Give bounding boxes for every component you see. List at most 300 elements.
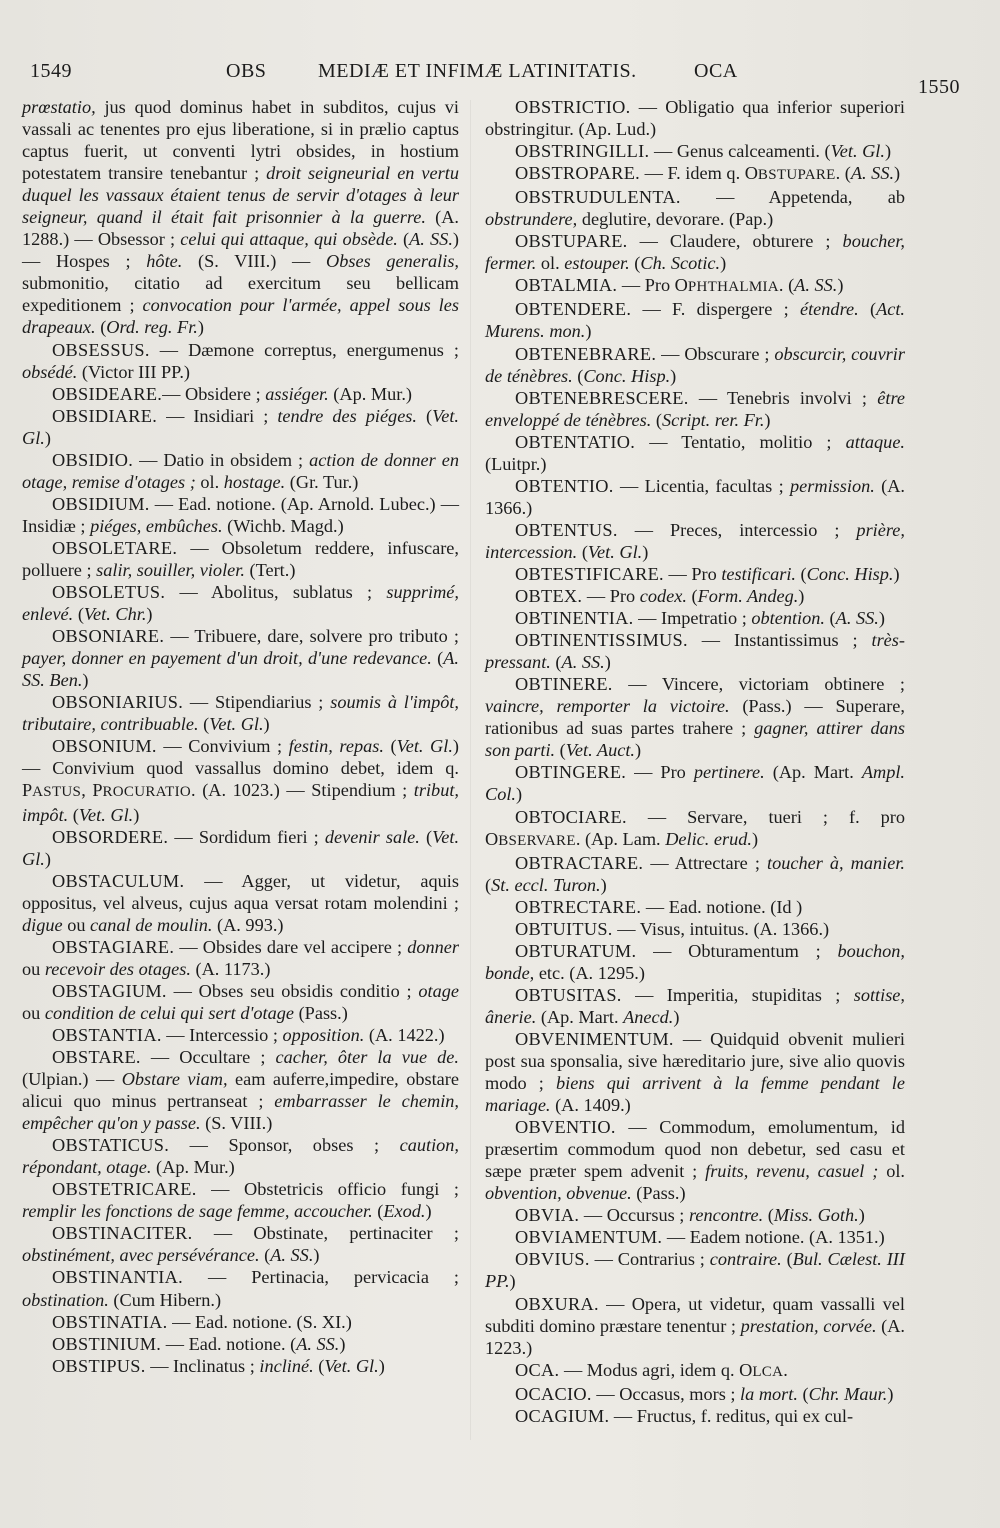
entry-gloss-italic: gagner, attirer dans son parti. xyxy=(485,718,905,761)
dictionary-entry xyxy=(485,1248,905,1292)
entry-text: ROCURATIO xyxy=(102,784,192,801)
entry-headword: OBSTINIUM. xyxy=(52,1333,162,1354)
entry-headword: OBSOLETUS. xyxy=(52,582,166,603)
entry-gloss-italic: obsédé. xyxy=(22,361,78,382)
entry-text: etc. (A. 1295.) xyxy=(534,962,645,983)
entry-text: ) — Convivium quod vassallus domino debet, idem q. P xyxy=(22,736,460,801)
entry-text: (Pass.) xyxy=(631,1183,686,1204)
entry-gloss-italic: A. SS. xyxy=(561,652,605,673)
entry-text: — Obsoletum reddere, infuscare, polluere ; xyxy=(22,537,459,580)
dictionary-entry xyxy=(485,186,905,230)
entry-gloss-italic: hostage. xyxy=(223,471,286,492)
dictionary-entry xyxy=(485,673,905,761)
entry-text: — Datio in obsidem ; xyxy=(133,449,310,470)
entry-text: — Sordidum fieri ; xyxy=(168,826,325,847)
entry-gloss-italic: Miss. Goth. xyxy=(773,1205,859,1226)
entry-gloss-italic: cacher, ôter la vue de. xyxy=(275,1047,459,1068)
entry-headword: OBTENEBRESCERE. xyxy=(515,387,689,408)
entry-text: PHTHALMIA xyxy=(687,279,779,296)
entry-headword: OBSONIARE. xyxy=(52,626,165,647)
entry-text: (A. 1223.) xyxy=(485,1315,905,1358)
entry-text: (A. 1173.) xyxy=(190,958,271,979)
entry-headword: OBVENIMENTUM. xyxy=(515,1028,674,1049)
entry-gloss-italic: Vet. Gl. xyxy=(396,736,453,757)
dictionary-entry xyxy=(485,1116,905,1204)
entry-gloss-italic: fruits, revenu, casuel ; xyxy=(705,1161,879,1182)
entry-gloss-italic: A. SS. xyxy=(835,608,879,629)
entry-text: — F. idem q. O xyxy=(640,163,758,184)
entry-text: — Genus calceamenti. ( xyxy=(649,141,831,162)
dictionary-entry xyxy=(22,826,459,870)
dictionary-entry xyxy=(485,806,905,852)
entry-text: — Tentatio, molitio ; xyxy=(635,431,846,452)
entry-text: — Commodum, emolumentum, id præsertim commodum quod non debetur, sed casu et sæpe præter spem advenit ; xyxy=(485,1117,905,1182)
entry-gloss-italic: hôte. xyxy=(146,251,183,272)
entry-text: — Ead. notione. (S. XI.) xyxy=(167,1311,352,1332)
entry-text: — Pro O xyxy=(617,275,688,296)
entry-gloss-italic: opposition. xyxy=(282,1024,365,1045)
entry-gloss-italic: tendre des piéges. xyxy=(277,405,417,426)
entry-text: — Ead. notione. (Id ) xyxy=(641,896,803,917)
entry-text: ( xyxy=(313,1355,325,1376)
entry-headword: OBSTRINGILLI. xyxy=(515,141,650,162)
dictionary-entry xyxy=(485,230,905,274)
entry-text: — Agger, ut videtur, aquis oppositus, vel alveus, cujus aqua versat rotam molendini ; xyxy=(22,870,459,913)
entry-text: ) xyxy=(798,586,805,607)
entry-headword: OBSTATICUS. xyxy=(52,1135,170,1156)
entry-text: (Ulpian.) — xyxy=(22,1069,122,1090)
entry-gloss-italic: embarrasser le chemin, empêcher qu'on y passe. xyxy=(22,1091,459,1134)
entry-headword: OBVIA. xyxy=(515,1205,580,1226)
entry-text: ( xyxy=(797,1383,809,1404)
entry-gloss-italic: A. SS. xyxy=(794,275,838,296)
dictionary-entry xyxy=(485,1226,905,1248)
dictionary-entry xyxy=(22,96,459,339)
entry-gloss-italic: celui qui attaque, qui obsède. xyxy=(180,229,398,250)
dictionary-entry xyxy=(485,940,905,984)
dictionary-entry xyxy=(485,162,905,186)
entry-gloss-italic: A. SS. xyxy=(409,229,453,250)
entry-gloss-italic: supprimé, enlevé. xyxy=(22,582,459,625)
entry-text: ) xyxy=(425,1201,432,1222)
entry-text: ) xyxy=(837,275,844,296)
entry-text: ) xyxy=(893,563,900,584)
entry-text: ( xyxy=(795,563,807,584)
entry-headword: OBSONIUM. xyxy=(52,736,157,757)
entry-headword: OBSOLETARE. xyxy=(52,537,178,558)
entry-gloss-italic: bouchon, bonde, xyxy=(485,940,905,983)
dictionary-entry xyxy=(485,563,905,585)
entry-gloss-italic: digue xyxy=(22,914,63,935)
entry-text: — Imperitia, stupiditas ; xyxy=(621,984,854,1005)
entry-text: ( xyxy=(550,652,562,673)
entry-text: ( xyxy=(383,736,397,757)
dictionary-entry xyxy=(485,140,905,162)
entry-headword: OBTUSITAS. xyxy=(515,984,622,1005)
entry-gloss-italic: otage xyxy=(418,980,459,1001)
entry-text: ) xyxy=(263,714,270,735)
dictionary-entry xyxy=(485,607,905,629)
entry-headword: OBSORDERE. xyxy=(52,826,169,847)
entry-text: ) xyxy=(339,1333,346,1354)
entry-headword: OBTUITUS. xyxy=(515,918,613,939)
entry-text: — Pro xyxy=(626,762,694,783)
running-header xyxy=(30,60,960,96)
entry-gloss-italic: A. SS. xyxy=(850,163,895,184)
entry-gloss-italic: Ampl. Col. xyxy=(485,762,905,805)
entry-gloss-italic: Vet. Gl. xyxy=(324,1355,379,1376)
entry-text: . ( xyxy=(835,163,851,184)
entry-gloss-italic: Vet. Gl. xyxy=(22,405,459,448)
dictionary-entry xyxy=(485,96,905,140)
entry-gloss-italic: obvention, obvenue. xyxy=(485,1183,632,1204)
entry-text: (Wichb. Magd.) xyxy=(222,515,344,536)
entry-text: ( xyxy=(485,874,492,895)
entry-text: — Obturamentum ; xyxy=(636,940,838,961)
entry-gloss-italic: piéges, embûches. xyxy=(90,515,223,536)
entry-gloss-italic: Vet. Gl. xyxy=(209,714,264,735)
dictionary-entry xyxy=(485,431,905,475)
entry-text: (Pass.) xyxy=(294,1002,348,1023)
entry-text: — Obligatio qua inferior superiori obstringitur. (Ap. Lud.) xyxy=(485,97,905,140)
entry-text: ) xyxy=(378,1355,385,1376)
entry-text: ( xyxy=(68,804,79,825)
entry-headword: OBTINERE. xyxy=(515,674,613,695)
entry-text: submonitio, citatio ad exercitum seu bellicam expeditionem ; xyxy=(22,273,459,316)
entry-gloss-italic: Ch. Scotic. xyxy=(640,253,721,274)
entry-text: ) xyxy=(642,541,649,562)
entry-text: (Luitpr.) xyxy=(485,453,547,474)
entry-gloss-italic: obtention. xyxy=(751,608,825,629)
entry-gloss-italic: prœstatio, xyxy=(22,97,96,117)
entry-gloss-italic: Conc. Hisp. xyxy=(583,365,671,386)
dictionary-entry xyxy=(22,1355,459,1377)
entry-text: . xyxy=(783,1359,788,1380)
entry-gloss-italic: caution, répondant, otage. xyxy=(22,1135,459,1178)
entry-text: LCA xyxy=(752,1363,784,1380)
entry-text: — Obstinate, pertinaciter ; xyxy=(192,1223,459,1244)
entry-text: — Obstetricis officio fungi ; xyxy=(196,1179,459,1200)
entry-headword: OBSTARE. xyxy=(52,1047,141,1068)
entry-headword: OBTOCIARE. xyxy=(515,806,627,827)
entry-gloss-italic: payer, donner en payement d'un droit, d'une redevance. xyxy=(22,648,432,669)
entry-headword: OBSTINANTIA. xyxy=(52,1267,184,1288)
entry-headword: OBTENDERE. xyxy=(515,299,632,320)
entry-gloss-italic: Vet. Gl. xyxy=(78,804,134,825)
dictionary-entry xyxy=(485,519,905,563)
entry-headword: OBSONIARIUS. xyxy=(52,692,184,713)
entry-gloss-italic: étendre. xyxy=(799,299,859,320)
entry-text: ( xyxy=(431,648,444,669)
dictionary-entry xyxy=(485,274,905,298)
entry-gloss-italic: estouper. xyxy=(564,253,630,274)
dictionary-entry xyxy=(22,1311,459,1333)
entry-gloss-italic: toucher à, manier. xyxy=(766,852,905,873)
entry-text: ( xyxy=(763,1205,774,1226)
dictionary-entry xyxy=(485,852,905,896)
entry-text: ( xyxy=(686,586,698,607)
entry-text: ( xyxy=(417,405,433,426)
entry-gloss-italic: Form. Andeg. xyxy=(697,586,799,607)
entry-text: ou xyxy=(22,1002,45,1023)
dictionary-entry xyxy=(485,387,905,431)
entry-headword: OBTEX. xyxy=(515,586,583,607)
entry-text: — Ead. notione. (Ap. Arnold. Lubec.) — Insidiæ ; xyxy=(22,493,459,536)
entry-text: — Obsides dare vel accipere ; xyxy=(174,936,408,957)
dictionary-entry xyxy=(22,1178,459,1222)
entry-gloss-italic: attaque. xyxy=(845,431,905,452)
entry-text: ) xyxy=(634,740,642,761)
entry-gloss-italic: Vet. Auct. xyxy=(565,740,635,761)
entry-gloss-italic: Bul. Cælest. III PP. xyxy=(485,1249,905,1292)
entry-gloss-italic: canal de moulin. xyxy=(90,914,213,935)
entry-text: — Pertinacia, pervicacia ; xyxy=(183,1267,459,1288)
entry-gloss-italic: Delic. erud. xyxy=(665,828,752,849)
entry-text: — Contrarius ; xyxy=(589,1249,710,1270)
entry-text: deglutire, devorare. (Pap.) xyxy=(577,209,774,230)
left-guide-word: OBS xyxy=(226,60,267,82)
entry-text: ) xyxy=(752,828,759,849)
entry-text: (Pass.) — Superare, rationibus ad suas partes trahere ; xyxy=(485,696,905,739)
entry-headword: OBSIDIO. xyxy=(52,449,134,470)
entry-gloss-italic: A. SS. Ben. xyxy=(22,648,459,691)
entry-text: (Tert.) xyxy=(244,559,296,580)
dictionary-entry xyxy=(22,1222,459,1266)
entry-text: — Occasus, mors ; xyxy=(591,1383,741,1404)
entry-gloss-italic: très-pressant. xyxy=(485,630,905,673)
entry-text: (A. 1288.) — Obsessor ; xyxy=(22,207,459,250)
entry-headword: OBTINENTIA. xyxy=(515,608,634,629)
entry-text: ( xyxy=(419,826,433,847)
entry-text: — Licentia, facultas ; xyxy=(613,475,790,496)
entry-text: — Impetratio ; xyxy=(633,608,752,629)
entry-gloss-italic: vaincre, remporter la victoire. xyxy=(485,696,730,717)
entry-headword: OBSTINATIA. xyxy=(52,1311,168,1332)
entry-text: ) xyxy=(673,1006,680,1027)
entry-text: ) xyxy=(670,365,677,386)
dictionary-entry xyxy=(22,625,459,691)
entry-text: ( xyxy=(781,1249,793,1270)
entry-text: — Appetenda, ab xyxy=(680,187,905,208)
entry-headword: OBTENEBRARE. xyxy=(515,343,657,364)
entry-text: ) xyxy=(585,321,592,342)
entry-headword: OBTINGERE. xyxy=(515,762,627,783)
entry-gloss-italic: Script. rer. Fr. xyxy=(662,409,765,430)
dictionary-entry xyxy=(22,936,459,980)
entry-text: ) xyxy=(515,784,523,805)
entry-headword: OBSTRUDULENTA. xyxy=(515,187,681,208)
entry-text: — Insidiari ; xyxy=(157,405,278,426)
entry-text: (Ap. Mart. xyxy=(536,1006,624,1027)
entry-text: — Inclinatus ; xyxy=(145,1355,260,1376)
entry-headword: OBXURA. xyxy=(515,1293,599,1314)
entry-headword: OBSTIPUS. xyxy=(52,1355,146,1376)
entry-headword: OBVENTIO. xyxy=(515,1117,616,1138)
left-page-number: 1549 xyxy=(30,60,72,82)
entry-text: ol. xyxy=(878,1161,905,1182)
entry-text: ( xyxy=(572,365,584,386)
entry-headword: OBSTUPARE. xyxy=(515,231,628,252)
entry-text: ) xyxy=(887,1383,894,1404)
entry-gloss-italic: convocation pour l'armée, appel sous les drapeaux. xyxy=(22,295,459,338)
dictionary-entry xyxy=(22,537,459,581)
entry-text: ) xyxy=(878,608,885,629)
entry-headword: OBSIDEARE. xyxy=(52,383,163,404)
dictionary-entry xyxy=(485,1359,905,1383)
entry-text: — Abolitus, sublatus ; xyxy=(165,582,387,603)
entry-text: — Quidquid obvenit mulieri post sua sponsalia, sive hæreditario jure, sive alio quovis modo ; xyxy=(485,1028,905,1094)
entry-text: . (A. 1023.) — Stipendium ; xyxy=(191,780,414,801)
entry-headword: OBTALMIA. xyxy=(515,275,618,296)
entry-text: — Pro xyxy=(582,586,640,607)
entry-gloss-italic: pertinere. xyxy=(693,762,765,783)
entry-headword: OBTRECTARE. xyxy=(515,896,642,917)
entry-gloss-italic: remplir les fonctions de sage femme, accoucher. xyxy=(22,1201,373,1222)
entry-gloss-italic: tribut, impôt. xyxy=(22,780,459,825)
entry-text: ol. xyxy=(195,471,224,492)
entry-text: ) — Hospes ; xyxy=(22,229,459,272)
entry-headword: OBTRACTARE. xyxy=(515,852,644,873)
entry-text: ) xyxy=(146,604,153,625)
entry-gloss-italic: soumis à l'impôt, tributaire, contribuable. xyxy=(22,692,459,735)
entry-gloss-italic: Anecd. xyxy=(623,1006,674,1027)
entry-gloss-italic: testificari. xyxy=(721,563,796,584)
entry-text: ) xyxy=(720,253,727,274)
dictionary-entry xyxy=(485,1028,905,1116)
entry-gloss-italic: boucher, fermer. xyxy=(485,231,905,274)
dictionary-entry xyxy=(485,918,905,940)
entry-text: . ( xyxy=(778,275,795,296)
dictionary-entry xyxy=(485,1293,905,1359)
entry-text: ) xyxy=(600,874,607,895)
entry-headword: OBSTROPARE. xyxy=(515,163,641,184)
entry-gloss-italic: permission. xyxy=(790,475,875,496)
entry-gloss-italic: A. SS. xyxy=(296,1333,340,1354)
entry-text: ( xyxy=(555,740,566,761)
entry-text: ( xyxy=(259,1245,271,1266)
entry-gloss-italic: condition de celui qui sert d'otage xyxy=(44,1002,294,1023)
left-column xyxy=(22,96,459,1377)
entry-text: eam auferre,impedire, obstare alicui quo minus pertranseat ; xyxy=(22,1069,459,1112)
entry-text: ) xyxy=(884,141,892,162)
entry-text: ) xyxy=(44,427,51,448)
entry-headword: OBSTINACITER. xyxy=(52,1223,193,1244)
entry-text: ( xyxy=(651,409,662,430)
entry-headword: OBTURATUM. xyxy=(515,940,637,961)
dictionary-entry xyxy=(22,1024,459,1046)
entry-text: ( xyxy=(95,317,107,338)
entry-text: ( xyxy=(629,253,641,274)
entry-text: ) xyxy=(764,409,771,430)
dictionary-entry xyxy=(485,629,905,673)
dictionary-entry xyxy=(22,339,459,383)
entry-gloss-italic: St. eccl. Turon. xyxy=(491,874,601,895)
entry-gloss-italic: incliné. xyxy=(259,1355,314,1376)
entry-gloss-italic: Vet. Gl. xyxy=(830,141,885,162)
entry-text: — Occultare ; xyxy=(140,1047,276,1068)
dictionary-entry xyxy=(22,980,459,1024)
entry-text: . (Ap. Lam. xyxy=(575,828,666,849)
entry-gloss-italic: donner xyxy=(407,936,459,957)
entry-gloss-italic: sottise, ânerie. xyxy=(485,984,905,1027)
entry-text: — Tribuere, dare, solvere pro tributo ; xyxy=(164,626,459,647)
entry-headword: OBSIDIARE. xyxy=(52,405,158,426)
entry-text: — Fructus, f. reditus, qui ex cul- xyxy=(609,1405,854,1426)
entry-text: (A. 993.) xyxy=(212,914,284,935)
dictionary-entry xyxy=(22,383,459,405)
dictionary-entry xyxy=(22,581,459,625)
entry-text: — Opera, ut videtur, quam vassalli vel subditi domino præstare tenentur ; xyxy=(485,1293,905,1336)
entry-gloss-italic: obscurcir, couvrir de ténèbres. xyxy=(485,343,905,386)
entry-text: ASTUS xyxy=(32,784,82,801)
entry-headword: OBSESSUS. xyxy=(52,339,150,360)
entry-text: , P xyxy=(81,780,103,801)
entry-text: (Ap. Mur.) xyxy=(151,1157,235,1178)
entry-text: — Occursus ; xyxy=(579,1205,689,1226)
dictionary-entry xyxy=(22,1134,459,1178)
dictionary-entry xyxy=(485,1383,905,1405)
entry-text: ) xyxy=(509,1271,516,1292)
entry-text: — F. dispergere ; xyxy=(631,299,800,320)
right-page-number: 1550 xyxy=(918,76,960,98)
entry-text: — Ead. notione. ( xyxy=(161,1333,297,1354)
dictionary-entry xyxy=(22,735,459,825)
right-column xyxy=(485,96,905,1427)
entry-gloss-italic: salir, souiller, violer. xyxy=(96,559,245,580)
dictionary-entry xyxy=(22,1333,459,1355)
entry-text: — Sponsor, obses ; xyxy=(169,1135,400,1156)
column-gutter xyxy=(470,100,471,1440)
entry-text: — Preces, intercessio ; xyxy=(617,519,857,540)
entry-text: — Modus agri, idem q. O xyxy=(559,1359,753,1380)
dictionary-entry xyxy=(485,1405,905,1427)
entry-text: — Servare, tueri ; f. pro O xyxy=(485,806,905,849)
running-title: MEDIÆ ET INFIMÆ LATINITATIS. xyxy=(318,60,637,82)
entry-text: BSERVARE xyxy=(498,832,576,849)
entry-headword: OBVIUS. xyxy=(515,1249,590,1270)
entry-gloss-italic: devenir sale. xyxy=(324,826,420,847)
entry-text: — Pro xyxy=(663,563,722,584)
dictionary-entry xyxy=(22,870,459,936)
entry-gloss-italic: obstrundere, xyxy=(485,209,578,230)
entry-text: ) xyxy=(44,848,51,869)
dictionary-entry xyxy=(485,896,905,918)
entry-text: — Obsidere ; xyxy=(162,383,266,404)
dictionary-entry xyxy=(22,1266,459,1310)
dictionary-entry xyxy=(485,1204,905,1226)
dictionary-entry xyxy=(22,405,459,449)
entry-headword: OCA. xyxy=(515,1359,560,1380)
dictionary-entry xyxy=(22,691,459,735)
entry-text: (A. 1422.) xyxy=(364,1024,445,1045)
entry-headword: OBSTANTIA. xyxy=(52,1024,162,1045)
entry-text: ( xyxy=(198,714,210,735)
dictionary-entry xyxy=(485,298,905,342)
entry-text: (Ap. Mur.) xyxy=(328,383,412,404)
entry-gloss-italic: droit seigneurial en vertu duquel les vassaux étaient tenus de servir d'otages à leur seigneur, quand il était fait prisonnier à la guerre. xyxy=(22,163,459,228)
entry-text: — Instantissimus ; xyxy=(687,630,872,651)
entry-gloss-italic: Obstare viam, xyxy=(121,1069,228,1090)
entry-text: ou xyxy=(22,958,45,979)
entry-gloss-italic: Ord. reg. Fr. xyxy=(106,317,198,338)
entry-text: — Attrectare ; xyxy=(643,852,767,873)
entry-headword: OCACIO. xyxy=(515,1383,592,1404)
entry-text: ) xyxy=(133,804,140,825)
dictionary-entry xyxy=(22,449,459,493)
entry-text: ( xyxy=(397,229,410,250)
entry-text: (Ap. Mart. xyxy=(764,762,862,783)
entry-text: — Vincere, victoriam obtinere ; xyxy=(612,674,905,695)
